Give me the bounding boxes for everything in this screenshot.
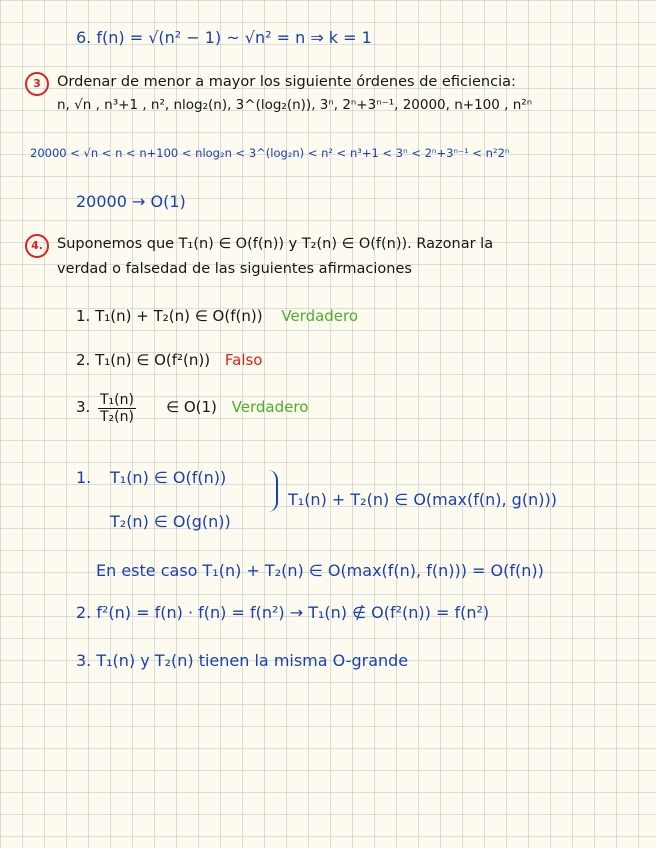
solution-1-brace: [268, 470, 278, 512]
statement-1-verdict: Verdadero: [281, 307, 359, 325]
formula-line-6: 6. f(n) = √(n² − 1) ~ √n² = n ⇒ k = 1: [76, 28, 372, 47]
exercise-4-statement-line-1: Suponemos que T₁(n) ∈ O(f(n)) y T₂(n) ∈ O(f(n)). Razonar la: [57, 236, 494, 252]
statement-3-big-o: ∈ O(1): [166, 398, 217, 416]
statement-3-rest: [166, 398, 308, 416]
statement-2: [76, 351, 262, 369]
statement-3-fraction: [98, 392, 136, 425]
fraction-denominator: T₂(n): [100, 409, 134, 425]
solution-3: 3. T₁(n) y T₂(n) tienen la misma O-grande: [76, 651, 409, 670]
solution-2: 2. f²(n) = f(n) · f(n) = f(n²) → T₁(n) ∉ O(f²(n)) = f(n²): [76, 603, 490, 622]
statement-1: [76, 307, 358, 325]
exercise-3-answer: 20000 < √n < n < n+100 < nlog₂n < 3^(log₂n) < n² < n³+1 < 3ⁿ < 2ⁿ+3ⁿ⁻¹ < n²2ⁿ: [30, 146, 510, 160]
statement-1-text: 1. T₁(n) + T₂(n) ∈ O(f(n)): [76, 307, 263, 325]
solution-1-premise-a: T₁(n) ∈ O(f(n)): [110, 468, 227, 487]
statement-2-verdict: Falso: [224, 351, 263, 369]
exercise-3-list: n, √n , n³+1 , n², nlog₂(n), 3^(log₂(n)), 3ⁿ, 2ⁿ+3ⁿ⁻¹, 20000, n+100 , n²ⁿ: [57, 97, 533, 113]
solution-1-case: En este caso T₁(n) + T₂(n) ∈ O(max(f(n), f(n))) = O(f(n)): [96, 561, 544, 580]
solution-1-premise-b: T₂(n) ∈ O(g(n)): [110, 512, 231, 531]
exercise-3-marker: 3: [25, 72, 49, 96]
solution-1-number: 1.: [76, 468, 92, 487]
exercise-3-title: Ordenar de menor a mayor los siguiente órdenes de eficiencia:: [57, 74, 516, 90]
exercise-3-big-o: 20000 → O(1): [76, 192, 186, 211]
fraction-numerator: T₁(n): [100, 392, 134, 408]
solution-1-result: T₁(n) + T₂(n) ∈ O(max(f(n), g(n))): [288, 490, 557, 509]
exercise-4-statement-line-2: verdad o falsedad de las siguientes afirmaciones: [57, 261, 412, 277]
statement-3-prefix: 3.: [76, 398, 91, 416]
exercise-4-marker: 4.: [25, 234, 49, 258]
statement-2-text: 2. T₁(n) ∈ O(f²(n)): [76, 351, 211, 369]
statement-3-verdict: Verdadero: [231, 398, 309, 416]
